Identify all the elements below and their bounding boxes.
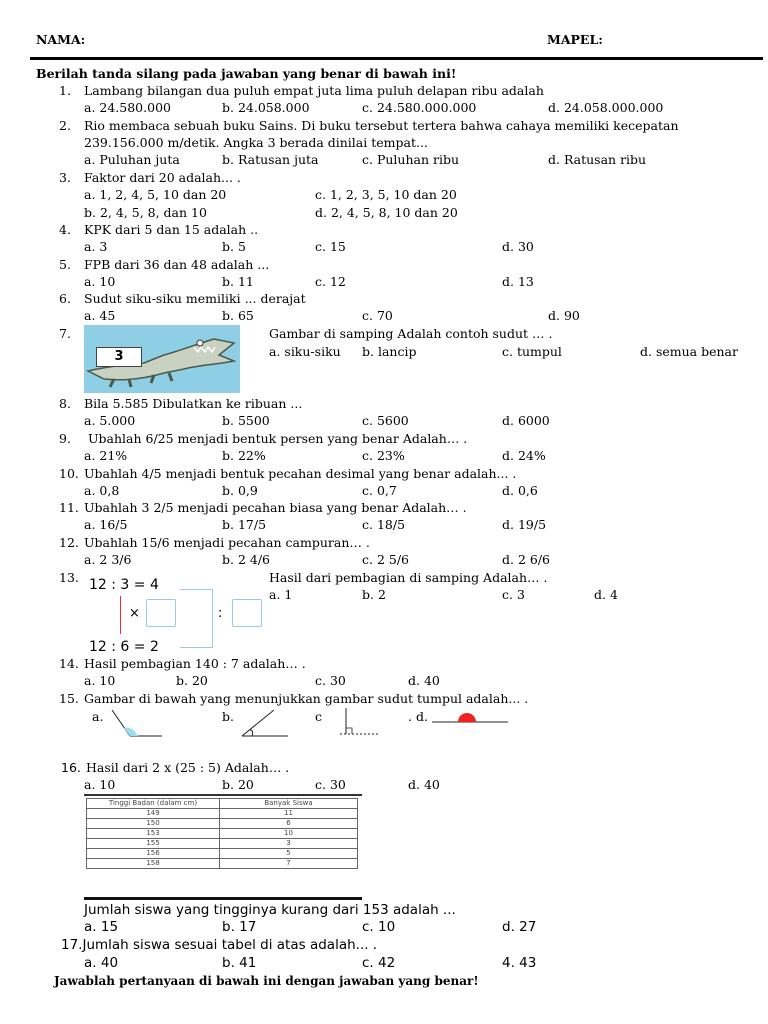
q8-text: Bila 5.585 Dibulatkan ke ribuan ... <box>84 396 303 411</box>
q6-option-d: d. 90 <box>548 308 580 323</box>
table-cell: 158 <box>87 859 220 869</box>
q15-option-a: a. <box>92 709 104 724</box>
q12-option-c: c. 2 5/6 <box>362 552 409 567</box>
table-bottom-border <box>84 897 362 900</box>
angle-a-icon <box>108 708 164 740</box>
q5-option-b: b. 11 <box>222 274 254 289</box>
q11-option-c: c. 18/5 <box>362 517 406 532</box>
table-row <box>87 819 358 829</box>
table-row <box>87 809 358 819</box>
table-header-cell: Banyak Siswa <box>220 799 358 809</box>
q7-option-a: a. siku-siku <box>269 344 341 359</box>
q6-text: Sudut siku-siku memiliki ... derajat <box>84 291 306 306</box>
q13-option-a: a. 1 <box>269 587 293 602</box>
q17-option-c: c. 42 <box>362 955 396 971</box>
q9-option-a: a. 21% <box>84 448 128 463</box>
q10-number: 10. <box>59 466 79 481</box>
table-header-cell: Tinggi Badan (dalam cm) <box>87 799 220 809</box>
table-row <box>87 849 358 859</box>
q14-option-b: b. 20 <box>176 673 208 688</box>
q2-text-line2: 239.156.000 m/detik. Angka 3 berada dinilai tempat... <box>84 135 428 150</box>
angle-c-icon <box>338 706 382 740</box>
q2-option-c: c. Puluhan ribu <box>362 152 460 167</box>
q5-option-d: d. 13 <box>502 274 534 289</box>
q5-number: 5. <box>59 257 71 272</box>
table-cell: 153 <box>87 829 220 839</box>
q4-option-d: d. 30 <box>502 239 534 254</box>
table-header-row <box>87 799 358 809</box>
q15-option-d: . d. <box>408 709 428 724</box>
q9-option-c: c. 23% <box>362 448 405 463</box>
q6-option-b: b. 65 <box>222 308 254 323</box>
q12-text: Ubahlah 15/6 menjadi pecahan campuran… . <box>84 535 370 550</box>
q14-option-d: d. 40 <box>408 673 440 688</box>
q11-option-d: d. 19/5 <box>502 517 547 532</box>
q13-option-d: d. 4 <box>594 587 618 602</box>
q2-option-b: b. Ratusan juta <box>222 152 319 167</box>
q8-option-b: b. 5500 <box>222 413 270 428</box>
q8-option-c: c. 5600 <box>362 413 409 428</box>
section-2-instruction: Jawablah pertanyaan di bawah ini dengan jawaban yang benar! <box>54 974 479 988</box>
angle-d-icon <box>430 708 510 736</box>
mapel-label: MAPEL: <box>547 32 603 47</box>
table-cell: 5 <box>220 849 358 859</box>
q14-option-c: c. 30 <box>315 673 346 688</box>
q7-number: 7. <box>59 326 71 341</box>
q3-option-c: c. 1, 2, 3, 5, 10 dan 20 <box>315 187 457 202</box>
table-cell: 11 <box>220 809 358 819</box>
q17-option-b: b. 41 <box>222 955 257 971</box>
q8-option-a: a. 5.000 <box>84 413 136 428</box>
table-cell: 155 <box>87 839 220 849</box>
q3-option-a: a. 1, 2, 4, 5, 10 dan 20 <box>84 187 227 202</box>
q16-option-b: b. 20 <box>222 777 254 792</box>
q14-text: Hasil pembagian 140 : 7 adalah… . <box>84 656 306 671</box>
table-cell: 156 <box>87 849 220 859</box>
table-row <box>87 839 358 849</box>
q2-text: Rio membaca sebuah buku Sains. Di buku tersebut tertera bahwa cahaya memiliki kecepatan <box>84 118 679 133</box>
q7-text: Gambar di samping Adalah contoh sudut … . <box>269 326 553 341</box>
q13-equation-1: 12 : 3 = 4 <box>89 577 159 593</box>
q12-option-a: a. 2 3/6 <box>84 552 132 567</box>
down-arrow-line <box>120 596 121 634</box>
colon-sign: : <box>218 606 223 621</box>
q16-number: 16. <box>61 760 81 775</box>
crocodile-number-label: 3 <box>96 347 142 367</box>
q10-option-d: d. 0,6 <box>502 483 538 498</box>
q17-text: 17.Jumlah siswa sesuai tabel di atas adalah... . <box>61 937 378 953</box>
table-cell: 10 <box>220 829 358 839</box>
q6-option-a: a. 45 <box>84 308 116 323</box>
table-cell: 150 <box>87 819 220 829</box>
q2-option-d: d. Ratusan ribu <box>548 152 647 167</box>
q16b-option-d: d. 27 <box>502 919 537 935</box>
q16b-option-a: a. 15 <box>84 919 119 935</box>
table-top-border <box>84 794 362 796</box>
q12-option-d: d. 2 6/6 <box>502 552 550 567</box>
q11-option-b: b. 17/5 <box>222 517 267 532</box>
q16-option-c: c. 30 <box>315 777 346 792</box>
q16-option-d: d. 40 <box>408 777 440 792</box>
table-cell: 6 <box>220 819 358 829</box>
q9-text: Ubahlah 6/25 menjadi bentuk persen yang benar Adalah… . <box>88 431 468 446</box>
q2-option-a: a. Puluhan juta <box>84 152 180 167</box>
q1-number: 1. <box>59 83 71 98</box>
q12-number: 12. <box>59 535 79 550</box>
table-cell: 3 <box>220 839 358 849</box>
q5-option-c: c. 12 <box>315 274 346 289</box>
q4-option-c: c. 15 <box>315 239 346 254</box>
q9-number: 9. <box>59 431 71 446</box>
q6-option-c: c. 70 <box>362 308 393 323</box>
q15-option-c: c <box>315 709 323 724</box>
q16b-option-c: c. 10 <box>362 919 396 935</box>
q16b-option-b: b. 17 <box>222 919 257 935</box>
q7-option-c: c. tumpul <box>502 344 562 359</box>
q4-text: KPK dari 5 dan 15 adalah .. <box>84 222 259 237</box>
q4-option-a: a. 3 <box>84 239 108 254</box>
q13-text: Hasil dari pembagian di samping Adalah… . <box>269 570 548 585</box>
height-table <box>86 798 358 869</box>
q1-option-d: d. 24.058.000.000 <box>548 100 664 115</box>
instruction: Berilah tanda silang pada jawaban yang benar di bawah ini! <box>36 66 457 81</box>
q13-option-c: c. 3 <box>502 587 525 602</box>
q3-text: Faktor dari 20 adalah... . <box>84 170 241 185</box>
q13-option-b: b. 2 <box>362 587 386 602</box>
q10-option-b: b. 0,9 <box>222 483 258 498</box>
q16b-text: Jumlah siswa yang tingginya kurang dari 153 adalah ... <box>84 902 456 918</box>
q9-option-b: b. 22% <box>222 448 266 463</box>
table-row <box>87 859 358 869</box>
q4-number: 4. <box>59 222 71 237</box>
q10-option-a: a. 0,8 <box>84 483 120 498</box>
q3-number: 3. <box>59 170 71 185</box>
q15-number: 15. <box>59 691 79 706</box>
nama-label: NAMA: <box>36 32 86 47</box>
divide-box <box>232 599 262 627</box>
q11-number: 11. <box>59 500 79 515</box>
q9-option-d: d. 24% <box>502 448 546 463</box>
q5-text: FPB dari 36 dan 48 adalah ... <box>84 257 270 272</box>
q15-option-b: b. <box>222 709 234 724</box>
table-row <box>87 829 358 839</box>
q15-text: Gambar di bawah yang menunjukkan gambar sudut tumpul adalah... . <box>84 691 529 706</box>
q17-option-a: a. 40 <box>84 955 119 971</box>
q1-option-b: b. 24.058.000 <box>222 100 310 115</box>
q1-text: Lambang bilangan dua puluh empat juta lima puluh delapan ribu adalah <box>84 83 544 98</box>
q12-option-b: b. 2 4/6 <box>222 552 270 567</box>
q3-option-b: b. 2, 4, 5, 8, dan 10 <box>84 205 207 220</box>
table-cell: 7 <box>220 859 358 869</box>
q17-option-d: 4. 43 <box>502 955 537 971</box>
q2-number: 2. <box>59 118 71 133</box>
q8-option-d: d. 6000 <box>502 413 550 428</box>
q14-option-a: a. 10 <box>84 673 116 688</box>
q16-text: Hasil dari 2 x (25 : 5) Adalah… . <box>86 760 290 775</box>
q10-text: Ubahlah 4/5 menjadi bentuk pecahan desimal yang benar adalah... . <box>84 466 517 481</box>
q1-option-c: c. 24.580.000.000 <box>362 100 477 115</box>
q14-number: 14. <box>59 656 79 671</box>
q8-number: 8. <box>59 396 71 411</box>
table-cell: 149 <box>87 809 220 819</box>
q13-number: 13. <box>59 570 79 585</box>
angle-b-icon <box>238 708 290 740</box>
q11-text: Ubahlah 3 2/5 menjadi pecahan biasa yang benar Adalah… . <box>84 500 467 515</box>
q10-option-c: c. 0,7 <box>362 483 397 498</box>
q16-option-a: a. 10 <box>84 777 116 792</box>
q5-option-a: a. 10 <box>84 274 116 289</box>
q7-option-d: d. semua benar <box>640 344 738 359</box>
q6-number: 6. <box>59 291 71 306</box>
times-sign: × <box>129 606 140 621</box>
q13-equation-2: 12 : 6 = 2 <box>89 639 159 655</box>
q11-option-a: a. 16/5 <box>84 517 128 532</box>
header-divider <box>30 57 763 60</box>
bracket-arrow <box>180 589 213 648</box>
q3-option-d: d. 2, 4, 5, 8, 10 dan 20 <box>315 205 458 220</box>
multiply-box <box>146 599 176 627</box>
q7-option-b: b. lancip <box>362 344 417 359</box>
crocodile-image <box>84 325 240 393</box>
q1-option-a: a. 24.580.000 <box>84 100 171 115</box>
q4-option-b: b. 5 <box>222 239 246 254</box>
